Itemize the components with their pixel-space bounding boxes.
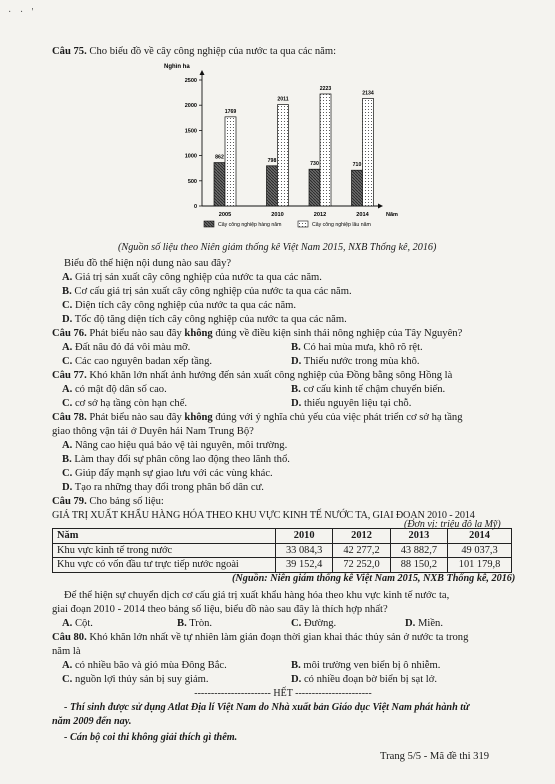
option-letter: C. [62,468,73,479]
question-77-stem [52,369,514,383]
y-tick-label: 500 [187,178,197,185]
option-letter: B. [62,286,72,297]
bar-value-label: 730 [310,161,319,168]
table-header-cell: 2014 [448,529,512,544]
footer-note-atlas: - Thí sinh được sử dụng Atlat Địa lí Việt Nam do Nhà xuất bản Giáo dục Việt Nam phát hành từ [64,702,470,713]
option-80-a[interactable] [62,659,227,673]
option-79-a[interactable] [62,617,93,631]
table-cell: Khu vực có vốn đầu tư trực tiếp nước ngoài [53,558,276,573]
option-letter: D. [291,674,302,685]
table-cell: 43 882,7 [390,543,447,558]
option-letter: C. [62,674,73,685]
option-text: Nâng cao hiệu quả bảo vệ tài nguyên, môi trường. [74,440,288,451]
option-text: có mật độ dân số cao. [74,384,167,395]
legend-swatch-perennial [298,221,308,227]
question-79-prompt-line2: giai đoạn 2010 - 2014 theo bảng số liệu, biểu đồ nào sau đây là thích hợp nhất? [52,604,388,615]
option-77-b[interactable] [291,383,445,397]
table-header-cell: 2010 [276,529,333,544]
question-label: Câu 79. [52,496,87,507]
option-text: cơ cấu kinh tế chậm chuyển biến. [303,384,446,395]
option-75-b[interactable] [62,285,352,299]
table-title: GIÁ TRỊ XUẤT KHẨU HÀNG HÓA THEO KHU VỰC KINH TẾ NƯỚC TA, GIAI ĐOẠN 2010 - 2014 [52,510,475,521]
table-cell: 39 152,4 [276,558,333,573]
option-text: Thiếu nước trong mùa khô. [303,356,420,367]
option-76-d[interactable] [291,355,420,369]
option-text: môi trường ven biển bị ô nhiễm. [303,660,441,671]
scan-mark: · · ' [8,7,37,18]
option-text: Làm thay đổi sự phân công lao động theo lãnh thổ. [74,454,290,465]
option-text: Đất nâu đỏ đá vôi màu mỡ. [74,342,191,353]
question-text: Phát biểu nào sau đây [89,412,185,423]
option-letter: D. [405,618,416,629]
x-axis-arrow [378,204,383,209]
option-letter: B. [62,454,72,465]
question-78-stem-line2: giao thông vận tải ở Duyên hải Nam Trung Bộ? [52,426,254,437]
y-axis-arrow [200,70,205,75]
option-text: Cơ cấu giá trị sản xuất cây công nghiệp của nước ta qua các năm. [74,286,352,297]
question-text: Cho biểu đồ về cây công nghiệp của nước ta qua các năm: [89,46,337,57]
option-text: cơ sở hạ tầng còn hạn chế. [74,398,188,409]
option-text: có nhiều đoạn bờ biển bị sạt lở. [303,674,437,685]
question-76-stem [52,327,514,341]
question-label: Câu 78. [52,412,87,423]
option-letter: B. [177,618,187,629]
option-letter: D. [291,356,302,367]
table-row [53,558,512,573]
option-letter: D. [62,482,73,493]
question-label: Câu 80. [52,632,87,643]
question-emphasis: không [184,328,213,339]
option-letter: A. [62,342,73,353]
option-78-d[interactable] [62,481,264,495]
bar [309,169,320,206]
question-text: Phát biểu nào sau đây [89,328,185,339]
end-marker: ----------------------- HẾT ----------------------- [194,688,372,699]
option-text: Tròn. [189,618,213,629]
option-75-d[interactable] [62,313,347,327]
bar-value-label: 2223 [319,85,332,92]
table-unit: (Đơn vị: triệu đô la Mỹ) [404,519,501,530]
option-79-c[interactable] [291,617,336,631]
option-text: thiếu nguyên liệu tại chỗ. [303,398,412,409]
footer-note-atlas-line2: năm 2009 đến nay. [52,716,132,727]
option-letter: C. [62,356,73,367]
y-tick-label: 2000 [184,103,197,110]
question-80-stem [52,631,514,645]
question-label: Câu 76. [52,328,87,339]
bar-value-label: 862 [215,154,224,161]
option-letter: D. [62,314,73,325]
x-tick-label: 2012 [313,212,327,218]
legend-label-perennial: Cây công nghiệp lâu năm [312,222,371,228]
option-80-c[interactable] [62,673,209,687]
table-cell: 72 252,0 [333,558,390,573]
option-75-a[interactable] [62,271,322,285]
question-text: Khó khăn lớn nhất ảnh hưởng đến sản xuất công nghiệp của Đồng bằng sông Hồng là [89,370,453,381]
option-76-c[interactable] [62,355,212,369]
table-source: (Nguồn: Niên giám thống kê Việt Nam 2015, NXB Thống kê, 2016) [232,573,516,584]
industrial-crop-chart [160,60,400,240]
table-header-cell: 2012 [333,529,390,544]
option-letter: A. [62,384,73,395]
option-letter: A. [62,618,73,629]
bar [214,163,225,206]
bar [352,170,363,206]
option-77-d[interactable] [291,397,411,411]
option-letter: A. [62,660,73,671]
option-text: Giá trị sản xuất cây công nghiệp của nước ta qua các năm. [74,272,322,283]
question-text: đúng về điều kiện sinh thái nông nghiệp của Tây Nguyên? [212,328,463,339]
option-text: Cột. [74,618,93,629]
option-letter: D. [291,398,302,409]
question-80-stem-line2: năm là [52,646,81,657]
option-letter: B. [291,342,301,353]
table-cell: 33 084,3 [276,543,333,558]
question-79-prompt-line1: Để thể hiện sự chuyển dịch cơ cấu giá trị xuất khẩu hàng hóa theo khu vực kinh tế nước ta, [64,590,450,601]
export-table [52,528,512,573]
y-tick-label: 0 [193,204,197,210]
option-text: Miền. [417,618,443,629]
question-text: Khó khăn lớn nhất về tự nhiên làm gián đoạn thời gian khai thác thủy sản ở nước ta trong [89,632,469,643]
table-cell: 42 277,2 [333,543,390,558]
table-cell: Khu vực kinh tế trong nước [53,543,276,558]
option-text: Giúp đẩy mạnh sự giao lưu với các vùng khác. [74,468,273,479]
bar [267,166,278,206]
bar [278,105,289,206]
legend-label-annual: Cây công nghiệp hàng năm [218,222,282,228]
chart-source: (Nguồn số liệu theo Niên giám thống kê Việt Nam 2015, NXB Thống kê, 2016) [118,242,437,253]
option-letter: C. [62,398,73,409]
y-axis-label: Nghìn ha [164,64,190,70]
footer-note-proctor: - Cán bộ coi thi không giải thích gì thêm. [64,732,238,743]
x-tick-label: 2005 [218,212,232,218]
table-cell: 49 037,3 [448,543,512,558]
bar-value-label: 710 [352,162,362,169]
question-75-prompt: Biểu đồ thể hiện nội dung nào sau đây? [64,258,232,269]
x-axis-label: Năm [386,212,398,218]
option-79-b[interactable] [177,617,212,631]
option-text: Các cao nguyên badan xếp tầng. [74,356,213,367]
page-number: Trang 5/5 - Mã đề thi 319 [380,751,490,762]
x-tick-label: 2010 [271,212,284,218]
question-emphasis: không [184,412,213,423]
option-78-c[interactable] [62,467,273,481]
table-cell: 88 150,2 [390,558,447,573]
bar-value-label: 1769 [224,108,237,115]
table-row [53,543,512,558]
option-letter: B. [291,660,301,671]
option-text: có nhiều bão và gió mùa Đông Bắc. [74,660,227,671]
table-header-cell: 2013 [390,529,447,544]
option-75-c[interactable] [62,299,296,313]
option-text: Tạo ra những thay đổi trong phân bố dân cư. [74,482,264,493]
option-text: Tốc độ tăng diện tích cây công nghiệp của nước ta qua các năm. [74,314,347,325]
bar-value-label: 2134 [362,90,374,97]
option-text: Có hai mùa mưa, khô rõ rệt. [303,342,423,353]
option-79-d[interactable] [405,617,443,631]
option-text: Đường. [303,618,337,629]
option-80-b[interactable] [291,659,440,673]
bar [363,98,374,206]
option-77-a[interactable] [62,383,167,397]
option-letter: C. [62,300,73,311]
option-76-b[interactable] [291,341,423,355]
question-label: Câu 77. [52,370,87,381]
question-78-stem [52,411,514,425]
option-80-d[interactable] [291,673,437,687]
y-tick-label: 1500 [184,128,197,135]
table-cell: 101 179,8 [448,558,512,573]
option-text: nguồn lợi thủy sản bị suy giảm. [74,674,209,685]
question-label: Câu 75. [52,46,87,57]
bar-value-label: 798 [267,157,277,164]
option-letter: B. [291,384,301,395]
bar [225,117,236,206]
y-tick-label: 1000 [184,153,197,160]
option-text: Diện tích cây công nghiệp của nước ta qua các năm. [74,300,297,311]
option-letter: C. [291,618,302,629]
option-78-a[interactable] [62,439,287,453]
x-tick-label: 2014 [356,212,369,218]
question-79-stem [52,495,514,509]
option-77-c[interactable] [62,397,187,411]
table-header-cell: Năm [53,529,276,544]
option-76-a[interactable] [62,341,190,355]
y-tick-label: 2500 [184,78,197,84]
question-text: Cho bảng số liệu: [89,496,164,507]
option-78-b[interactable] [62,453,290,467]
option-letter: A. [62,272,73,283]
bar [320,94,331,206]
legend-swatch-annual [204,221,214,227]
option-letter: A. [62,440,73,451]
table-header-row [53,529,512,544]
question-75-stem [52,45,514,59]
question-text: đúng với ý nghĩa chủ yếu của việc phát triển cơ sở hạ tầng [212,412,463,423]
bar-value-label: 2011 [277,96,289,103]
